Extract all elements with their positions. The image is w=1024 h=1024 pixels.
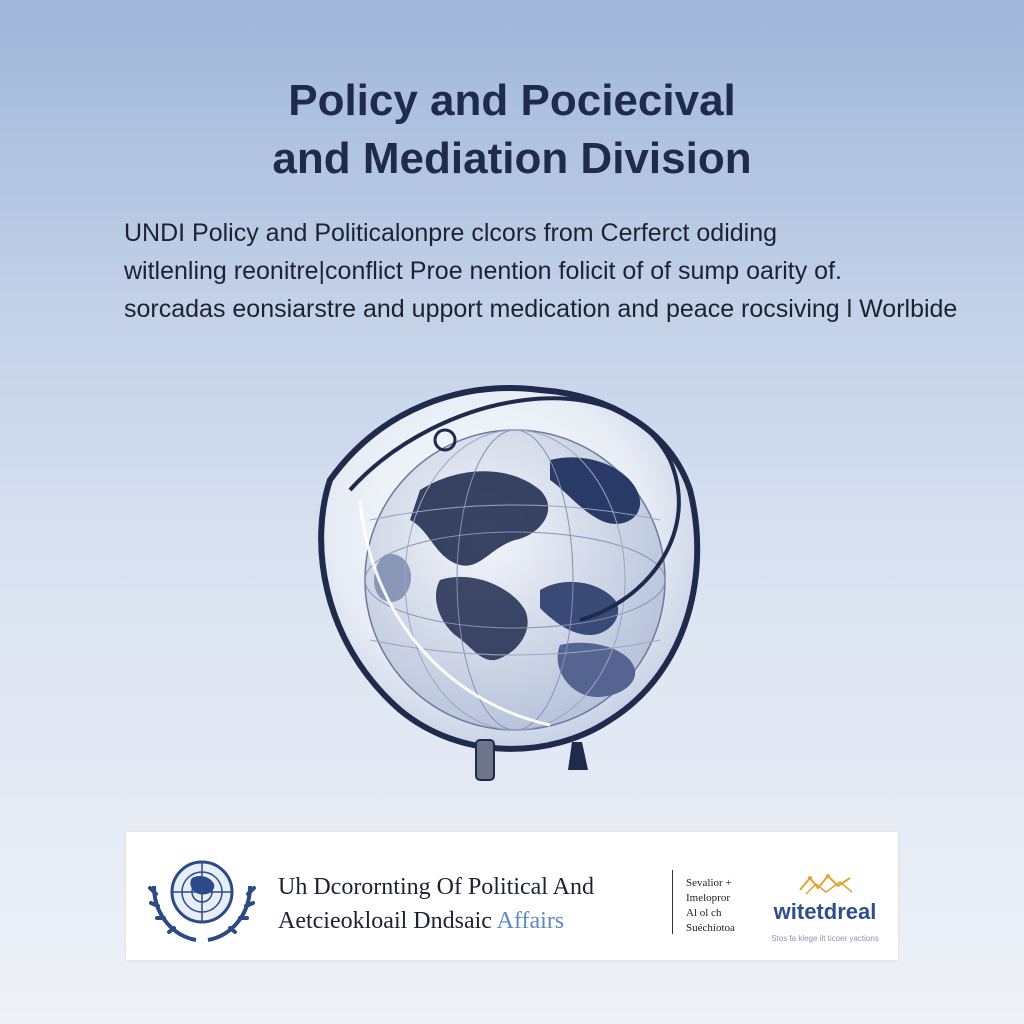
- partner-logo: [760, 866, 890, 946]
- department-name-line-2: [278, 904, 678, 938]
- globe-illustration: [290, 370, 730, 800]
- footer-divider: [672, 870, 673, 934]
- globe-icon: [290, 370, 730, 800]
- partner-name: witetdreal: [773, 899, 877, 924]
- title-line-2: and Mediation Division: [272, 134, 752, 183]
- description-line-2: witlenling reonitre|conflict Proe nention folicit of of sump oarity of.: [124, 257, 842, 285]
- description-line-1: UNDI Policy and Politicalonpre clcors from Cerferct odiding: [124, 219, 778, 247]
- department-name: [278, 870, 678, 938]
- partner-note: [686, 876, 766, 936]
- partner-note-line-1: Sevalior +: [686, 877, 732, 889]
- department-name-line-2-main: Aetcieokloail Dndsaic: [278, 908, 497, 934]
- partner-mark-icon: [796, 872, 856, 898]
- description-line-3: sorcadas eonsiarstre and upport medication and peace rocsiving l Worlbide: [124, 295, 958, 323]
- description: [124, 214, 958, 328]
- partner-note-line-4: Suéchiotoa: [686, 922, 735, 934]
- un-emblem-icon: [144, 846, 260, 946]
- page-title: [0, 72, 1024, 188]
- department-name-line-1: Uh Dcorornting Of Political And: [278, 874, 594, 900]
- partner-note-line-3: Al ol ch: [686, 907, 722, 919]
- partner-tagline: Stos fa klege ilt ticoer yactions: [771, 934, 879, 943]
- title-line-1: Policy and Pociecival: [288, 76, 736, 125]
- footer-banner: [126, 832, 898, 960]
- department-name-accent: Affairs: [496, 908, 565, 934]
- partner-note-line-2: Imelopror: [686, 892, 730, 904]
